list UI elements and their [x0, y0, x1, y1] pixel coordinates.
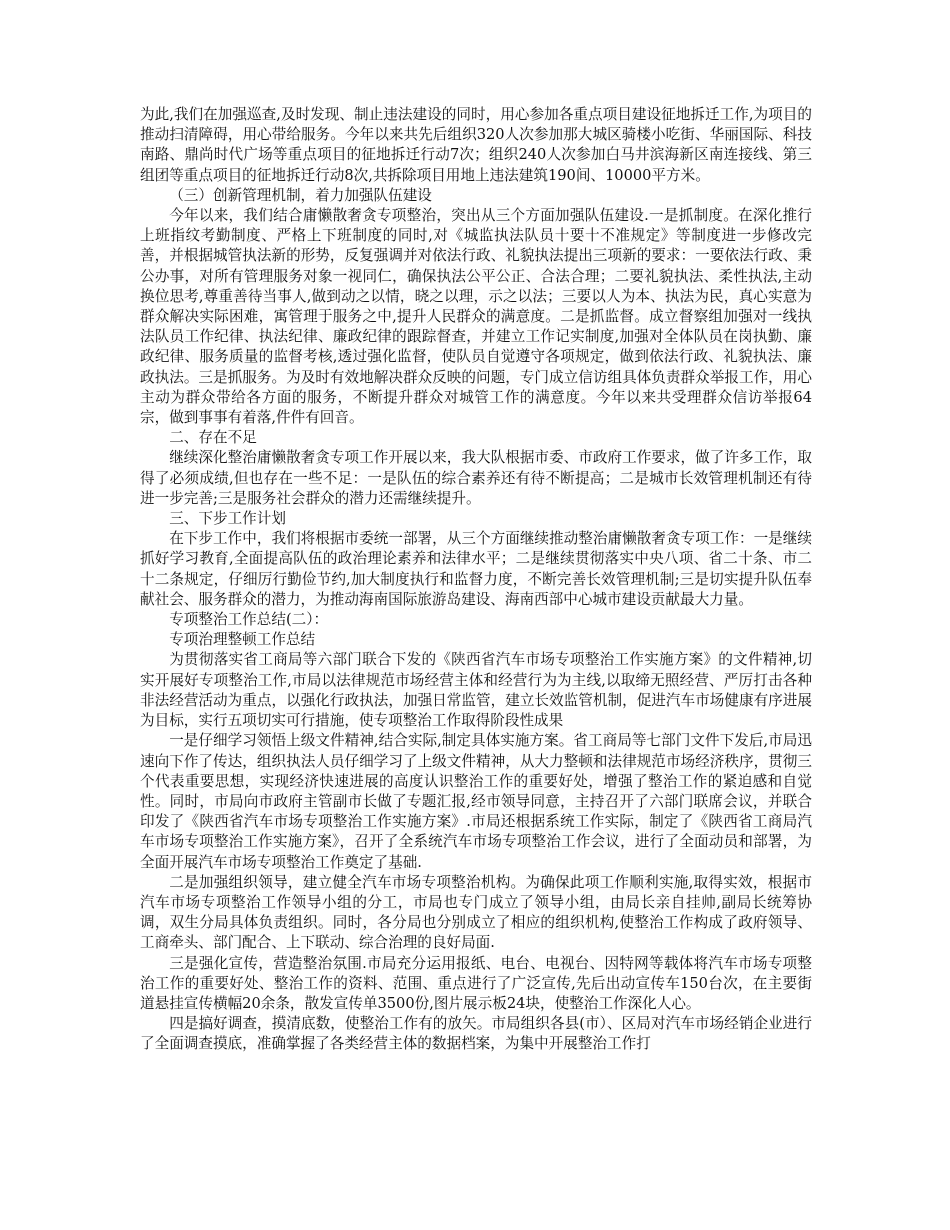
document-page	[140, 105, 812, 1055]
paragraph-next-plan: 在下步工作中，我们将根据市委统一部署，从三个方面继续推动整治庸懒散奢贪专项工作：一是继续抓好学习教育,全面提高队伍的政治理论素养和法律水平；二是继续贯彻落实中央八项、省二十条、市二十二条规定，仔细厉行勤俭节约,加大制度执行和监督力度，不断完善长效管理机制;三是切实提升队伍奉献社会、服务群众的潜力，为推动海南国际旅游岛建设、海南西部中心城市建设贡献最大力量。	[140, 530, 812, 608]
paragraph-point-2: 二是加强组织领导，建立健全汽车市场专项整治机构。为确保此项工作顺利实施,取得实效，根据市汽车市场专项整治工作领导小组的分工，市局也专门成立了领导小组，由局长亲自挂帅,副局长统筹协调，双生分局具体负责组织。同时，各分局也分别成立了相应的组织机构,使整治工作构成了政府领导、工商牵头、部门配合、上下联动、综合治理的良好局面.	[140, 873, 812, 952]
summary-title-2: 专项整治工作总结(二）：	[169, 611, 329, 629]
paragraph-shortcomings: 继续深化整治庸懒散奢贪专项工作开展以来，我大队根据市委、市政府工作要求，做了许多工作，取得了必须成绩,但也存在一些不足：一是队伍的综合素养还有待不断提高；二是城市长效管理机制还有待进一步完善;三是服务社会群众的潜力还需继续提升。	[140, 449, 812, 507]
paragraph-intro: 为贯彻落实省工商局等六部门联合下发的《陕西省汽车市场专项整治工作实施方案》的文件精神,切实开展好专项整治工作,市局以法律规范市场经营主体和经营行为为主线,以取缔无照经营、严厉打击各种非法经营活动为重点，以强化行政执法，加强日常监管，建立长效监管机制，促进汽车市场健康有序进展为目标，实行五项切实可行措施，使专项整治工作取得阶段性成果	[140, 651, 812, 730]
paragraph-point-3: 三是强化宣传，营造整治氛围.市局充分运用报纸、电台、电视台、因特网等载体将汽车市场专项整治工作的重要好处、整治工作的资料、范围、重点进行了广泛宣传,先后出动宣传车150台次，在主要街道悬挂宣传横幅20余条，散发宣传单3500份,图片展示板24块，使整治工作深化人心。	[140, 954, 812, 1012]
section-heading-shortcomings: 二、存在不足	[169, 429, 257, 447]
paragraph-point-1: 一是仔细学习领悟上级文件精神,结合实际,制定具体实施方案。省工商局等七部门文件下发后,市局迅速向下作了传达，组织执法人员仔细学习了上级文件精神，从大力整顿和法律规范市场经济秩序，贯彻三个代表重要思想，实现经济快速进展的高度认识整治工作的重要好处，增强了整治工作的紧迫感和自觉性。同时，市局向市政府主管副市长做了专题汇报,经市领导同意，主持召开了六部门联席会议，并联合印发了《陕西省汽车市场专项整治工作实施方案》.市局还根据系统工作实际，制定了《陕西省工商局汽车市场专项整治工作实施方案》，召开了全系统汽车市场专项整治工作会议，进行了全面动员和部署，为全面开展汽车市场专项整治工作奠定了基础.	[140, 732, 812, 871]
summary-subtitle: 专项治理整顿工作总结	[169, 631, 316, 649]
paragraph-point-4: 四是搞好调查，摸清底数，使整治工作有的放矢。市局组织各县(市）、区局对汽车市场经销企业进行了全面调查摸底，准确掌握了各类经营主体的数据档案，为集中开展整治工作打	[140, 1015, 812, 1053]
section-heading-next-plan: 三、下步工作计划	[169, 510, 286, 528]
paragraph-1: 为此,我们在加强巡查,及时发现、制止违法建设的同时，用心参加各重点项目建设征地拆迁工作,为项目的推动扫清障碍，用心带给服务。今年以来共先后组织320人次参加那大城区骑楼小吃街、华丽国际、科技南路、鼎尚时代广场等重点项目的征地拆迁行动7次；组织240人次参加白马井滨海新区南连接线、第三组团等重点项目的征地拆迁行动8次,共拆除项目用地上违法建筑190间、10000平方米。	[140, 106, 812, 184]
paragraph-team-building: 今年以来，我们结合庸懒散奢贪专项整治，突出从三个方面加强队伍建设.一是抓制度。在深化推行上班指纹考勤制度、严格上下班制度的同时,对《城监执法队员十要十不准规定》等制度进一步修改完善，并根据城管执法新的形势，反复强调并对依法行政、礼貌执法提出三项新的要求：一要依法行政、秉公办事，对所有管理服务对象一视同仁，确保执法公平公正、合法合理；二要礼貌执法、柔性执法,主动换位思考,尊重善待当事人,做到动之以情，晓之以理，示之以法；三要以人为本、执法为民，真心实意为群众解决实际困难，寓管理于服务之中,提升人民群众的满意度。二是抓监督。成立督察组加强对一线执法队员工作纪律、执法纪律、廉政纪律的跟踪督查，并建立工作记实制度,加强对全体队员在岗执勤、廉政纪律、服务质量的监督考核,透过强化监督，使队员自觉遵守各项规定，做到依法行政、礼貌执法、廉政执法。三是抓服务。为及时有效地解决群众反映的问题，专门成立信访组具体负责群众举报工作，用心主动为群众带给各方面的服务，不断提升群众对城管工作的满意度。今年以来共受理群众信访举报64宗，做到事事有着落,件件有回音。	[140, 207, 812, 427]
section-heading-3: （三）创新管理机制，着力加强队伍建设	[169, 186, 432, 204]
